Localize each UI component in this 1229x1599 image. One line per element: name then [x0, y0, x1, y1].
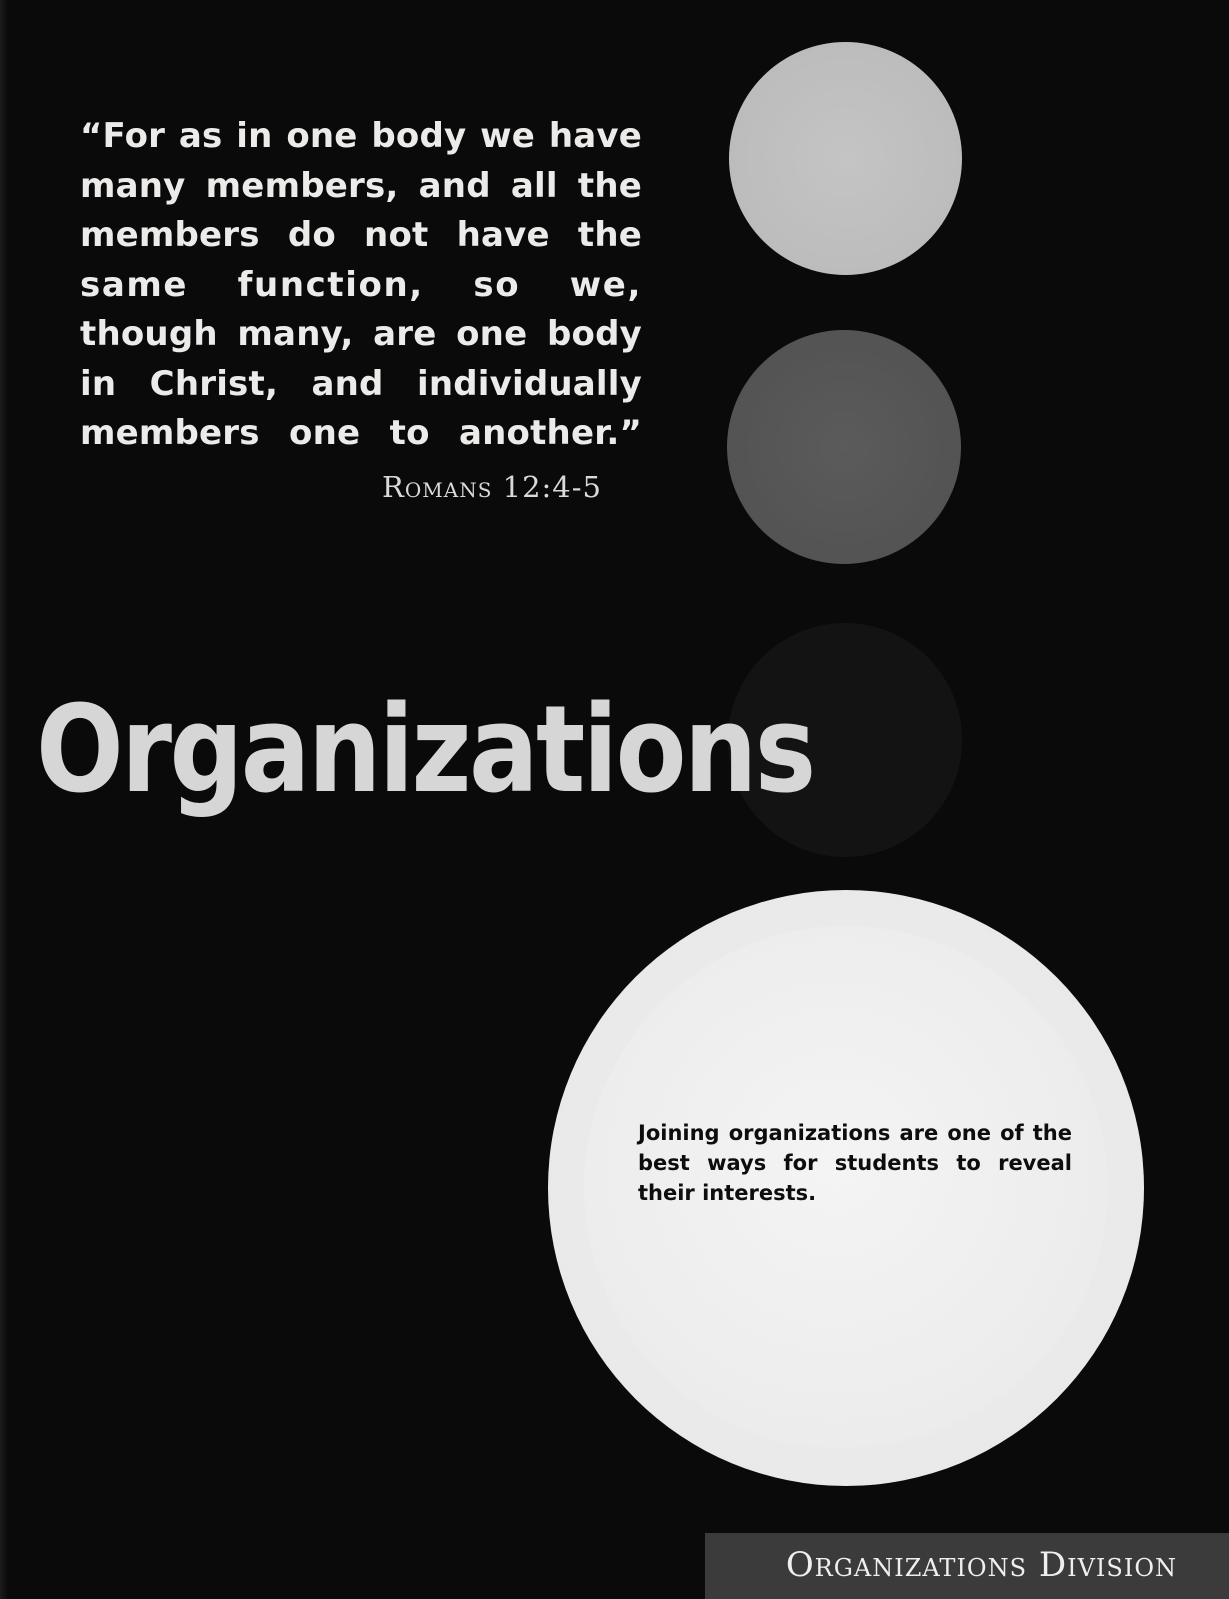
decorative-circle-mid — [727, 330, 961, 564]
quote-line: in Christ, and individually — [80, 363, 642, 404]
quote-line: members one to another.” — [80, 413, 642, 453]
page-edge — [0, 0, 8, 1599]
quote-line: though many, are one body — [80, 314, 642, 354]
scripture-quote — [80, 112, 642, 459]
quote-citation: Romans 12:4-5 — [382, 470, 602, 504]
section-footer-tab — [705, 1533, 1229, 1599]
callout-text: Joining organizations are one of the best ways for students to reveal their interests. — [638, 1121, 1072, 1205]
quote-line: members do not have the — [80, 215, 642, 255]
quote-line: same function, so we, — [80, 264, 642, 305]
section-label: Organizations Division — [785, 1545, 1177, 1585]
decorative-circle-light — [729, 42, 962, 275]
page-title: Organizations — [36, 681, 814, 820]
quote-line: many members, and all the — [80, 165, 642, 206]
quote-line: “For as in one body we have — [80, 116, 642, 156]
